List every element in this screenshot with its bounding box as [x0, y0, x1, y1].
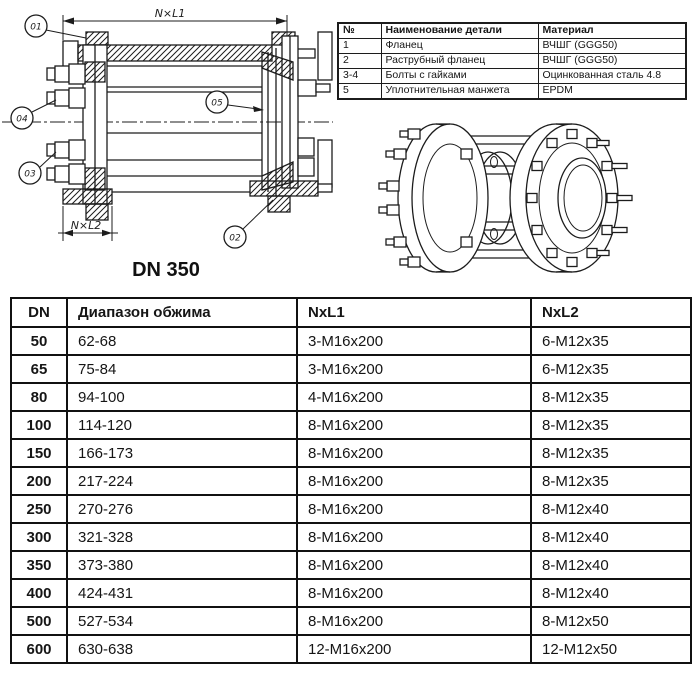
spec-cell: 250: [11, 495, 67, 523]
left-flange: [83, 45, 107, 204]
spec-cell: 62-68: [67, 327, 297, 355]
spec-cell: 500: [11, 607, 67, 635]
parts-cell: 2: [338, 54, 381, 69]
spec-cell: 8-M12x35: [531, 467, 691, 495]
spec-cell: 630-638: [67, 635, 297, 663]
svg-text:01: 01: [30, 22, 42, 33]
table-row: [11, 551, 691, 579]
table-row: [338, 84, 686, 100]
table-row: [11, 355, 691, 383]
table-row: [11, 635, 691, 663]
parts-cell: 5: [338, 84, 381, 100]
spec-cell: 8-M16x200: [297, 579, 531, 607]
svg-text:04: 04: [16, 114, 28, 125]
spec-table: [10, 297, 692, 664]
spec-cell: 166-173: [67, 439, 297, 467]
parts-cell: Фланец: [381, 39, 538, 54]
spec-cell: 8-M16x200: [297, 607, 531, 635]
parts-cell: Уплотнительная манжета: [381, 84, 538, 100]
table-row: [11, 467, 691, 495]
spec-cell: 8-M16x200: [297, 495, 531, 523]
right-flange: [262, 32, 332, 196]
parts-cell: Болты с гайками: [381, 69, 538, 84]
spec-cell: 8-M12x40: [531, 551, 691, 579]
spec-cell: 114-120: [67, 411, 297, 439]
svg-text:02: 02: [229, 233, 241, 244]
parts-cell: ВЧШГ (GGG50): [538, 54, 686, 69]
spec-cell: 3-M16x200: [297, 327, 531, 355]
spec-cell: 6-M12x35: [531, 327, 691, 355]
table-row: [11, 298, 691, 327]
isometric-drawing: [370, 106, 680, 286]
spec-cell: 50: [11, 327, 67, 355]
table-row: [11, 495, 691, 523]
table-row: [11, 327, 691, 355]
spec-cell: 100: [11, 411, 67, 439]
spec-cell: 80: [11, 383, 67, 411]
spec-cell: 4-M16x200: [297, 383, 531, 411]
spec-cell: 75-84: [67, 355, 297, 383]
parts-col-header: Наименование детали: [381, 23, 538, 39]
spec-col-header: DN: [11, 298, 67, 327]
parts-table: [337, 22, 687, 100]
left-bolts: [47, 64, 85, 184]
spec-col-header: NxL1: [297, 298, 531, 327]
spec-col-header: Диапазон обжима: [67, 298, 297, 327]
spec-cell: 8-M12x35: [531, 383, 691, 411]
dim-bottom-label: N×L2: [70, 219, 102, 232]
svg-text:05: 05: [211, 98, 223, 109]
parts-col-header: №: [338, 23, 381, 39]
parts-cell: ВЧШГ (GGG50): [538, 39, 686, 54]
callout-01: [25, 15, 86, 38]
spec-cell: 12-M16x200: [297, 635, 531, 663]
table-row: [338, 23, 686, 39]
spec-cell: 300: [11, 523, 67, 551]
cross-section-drawing: [0, 0, 335, 292]
parts-cell: 3-4: [338, 69, 381, 84]
spec-cell: 424-431: [67, 579, 297, 607]
iso-left-flange: [398, 124, 488, 272]
table-row: [11, 607, 691, 635]
sleeve-body: [107, 66, 262, 192]
spec-cell: 8-M12x35: [531, 439, 691, 467]
spec-cell: 65: [11, 355, 67, 383]
spec-cell: 600: [11, 635, 67, 663]
spec-cell: 8-M16x200: [297, 411, 531, 439]
spec-cell: 8-M12x40: [531, 495, 691, 523]
spec-cell: 8-M12x35: [531, 411, 691, 439]
parts-cell: Раструбный фланец: [381, 54, 538, 69]
table-row: [11, 579, 691, 607]
drawing-size-label: DN 350: [132, 259, 200, 281]
table-row: [11, 523, 691, 551]
spec-cell: 321-328: [67, 523, 297, 551]
spec-cell: 12-M12x50: [531, 635, 691, 663]
spec-cell: 400: [11, 579, 67, 607]
spec-cell: 217-224: [67, 467, 297, 495]
parts-col-header: Материал: [538, 23, 686, 39]
spec-cell: 373-380: [67, 551, 297, 579]
parts-cell: Оцинкованная сталь 4.8: [538, 69, 686, 84]
callout-02: [224, 200, 273, 248]
spec-cell: 8-M12x50: [531, 607, 691, 635]
table-row: [338, 39, 686, 54]
spec-cell: 8-M16x200: [297, 467, 531, 495]
table-row: [338, 54, 686, 69]
table-row: [11, 411, 691, 439]
spec-cell: 350: [11, 551, 67, 579]
spec-cell: 150: [11, 439, 67, 467]
spec-cell: 8-M16x200: [297, 439, 531, 467]
table-row: [338, 69, 686, 84]
spec-cell: 8-M16x200: [297, 551, 531, 579]
iso-right-flange: [510, 124, 618, 272]
parts-cell: 1: [338, 39, 381, 54]
spec-cell: 8-M12x40: [531, 579, 691, 607]
svg-text:03: 03: [24, 169, 36, 180]
spec-cell: 8-M16x200: [297, 523, 531, 551]
spec-cell: 8-M12x40: [531, 523, 691, 551]
spec-cell: 200: [11, 467, 67, 495]
parts-cell: EPDM: [538, 84, 686, 100]
spec-cell: 527-534: [67, 607, 297, 635]
spec-cell: 6-M12x35: [531, 355, 691, 383]
spec-cell: 3-M16x200: [297, 355, 531, 383]
table-row: [11, 383, 691, 411]
table-row: [11, 439, 691, 467]
dim-top-label: N×L1: [154, 7, 186, 20]
spec-col-header: NxL2: [531, 298, 691, 327]
spec-cell: 94-100: [67, 383, 297, 411]
spec-cell: 270-276: [67, 495, 297, 523]
callout-05: [206, 91, 264, 113]
